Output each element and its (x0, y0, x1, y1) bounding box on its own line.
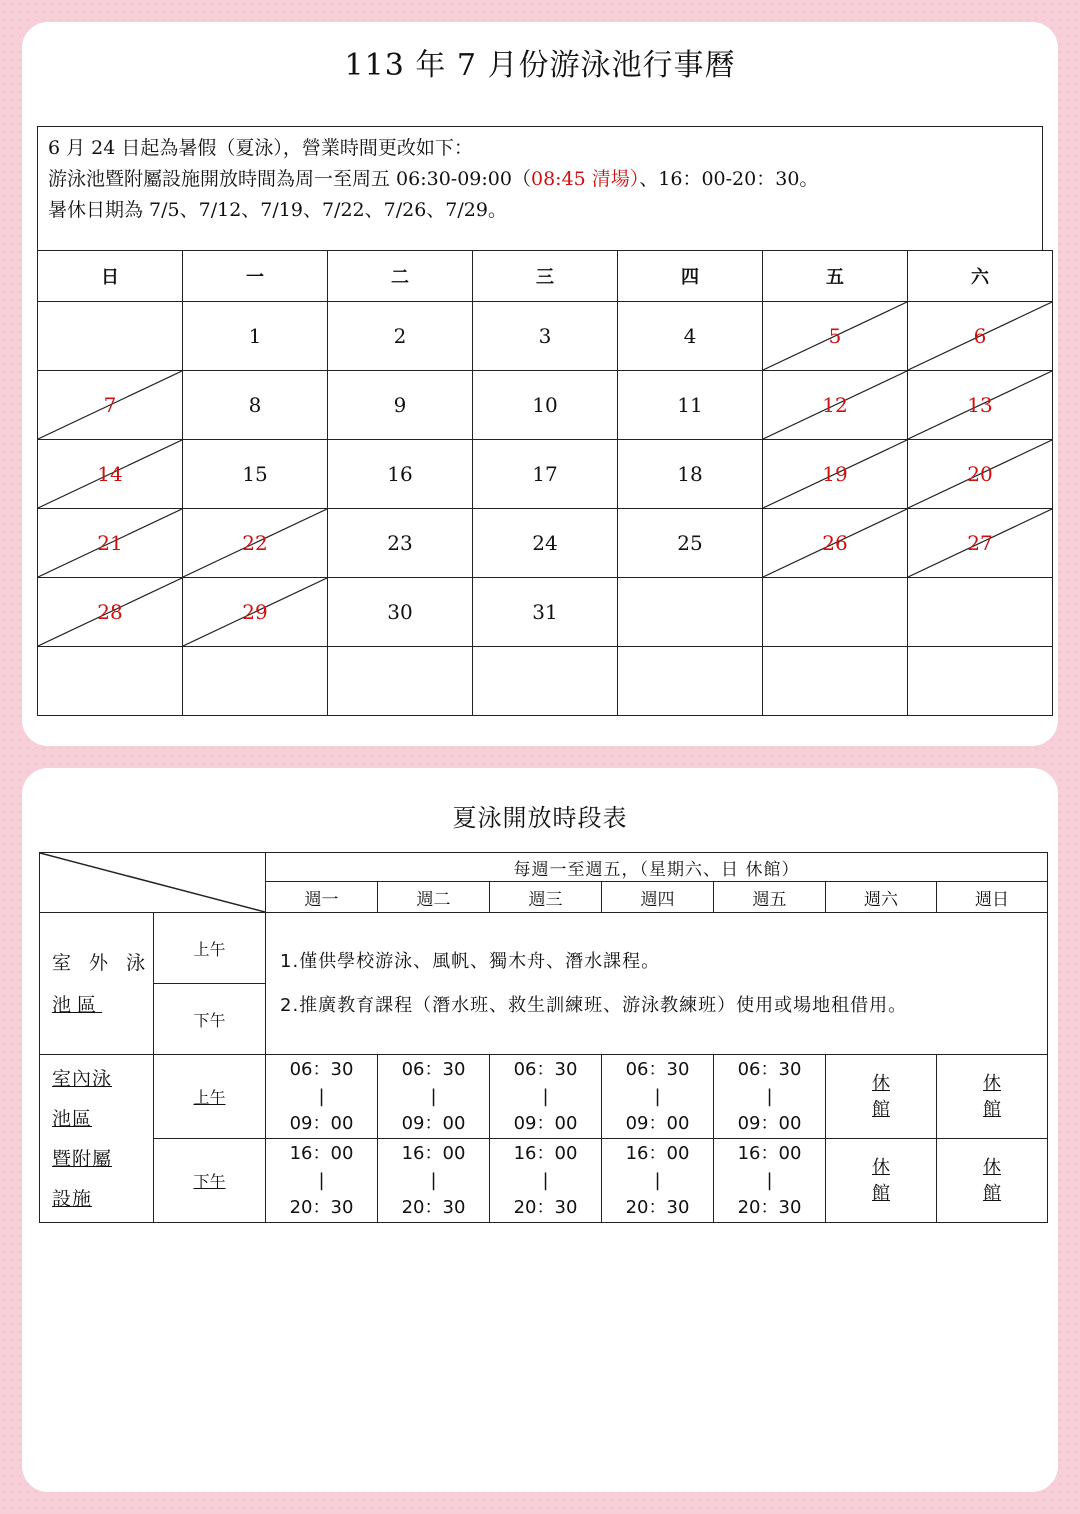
calendar-day-cell-mon (183, 509, 328, 578)
day-number: 4 (683, 324, 697, 348)
calendar-day-cell-fri (763, 302, 908, 371)
calendar-day-cell-thu (618, 302, 763, 371)
outdoor-notes (266, 913, 1048, 1055)
calendar-day-cell-thu (618, 578, 763, 647)
calendar-day-cell-sun (38, 578, 183, 647)
weekday-sun: 日 (38, 251, 183, 302)
indoor-pm-hours-tue: 16：00 | 20：30 (378, 1139, 490, 1223)
outdoor-am-label: 上午 (154, 913, 266, 984)
day-number: 30 (387, 600, 413, 624)
calendar-day-cell-fri (763, 440, 908, 509)
day-number: 12 (822, 393, 848, 417)
calendar-day-cell-tue (328, 578, 473, 647)
calendar-day-cell-thu (618, 371, 763, 440)
weekday-thu: 四 (618, 251, 763, 302)
outdoor-note-2: 2.推廣教育課程（潛水班、救生訓練班、游泳教練班）使用或場地租借用。 (280, 994, 908, 1016)
schedule-page (22, 768, 1058, 1492)
calendar-day-cell-tue (328, 509, 473, 578)
indoor-area-label: 室內泳 池區 暨附屬 設施 (40, 1055, 154, 1223)
hours-notice (37, 126, 1043, 250)
day-number: 3 (538, 324, 552, 348)
calendar-week-row (38, 509, 1053, 578)
outdoor-pm-label: 下午 (154, 984, 266, 1055)
indoor-pm-hours-thu: 16：00 | 20：30 (602, 1139, 714, 1223)
calendar-day-cell-fri (763, 647, 908, 716)
notice-line-1: 6 月 24 日起為暑假（夏泳），營業時間更改如下： (48, 137, 473, 159)
calendar-day-cell-sun (38, 302, 183, 371)
calendar-day-cell-sat (908, 647, 1053, 716)
corner-diagonal (40, 853, 265, 912)
day-fri: 週五 (714, 882, 826, 913)
calendar-day-cell-tue (328, 440, 473, 509)
indoor-am-hours-fri: 06：30 | 09：00 (714, 1055, 826, 1139)
calendar-week-row (38, 578, 1053, 647)
calendar-day-cell-sun (38, 371, 183, 440)
day-sat: 週六 (826, 882, 937, 913)
weekday-sat: 六 (908, 251, 1053, 302)
calendar-day-cell-wed (473, 302, 618, 371)
day-number: 9 (393, 393, 407, 417)
day-number: 28 (97, 600, 123, 624)
notice-line-2: 游泳池暨附屬設施開放時間為周一至周五 06:30-09:00（08:45 清場）、16：00-20：30。 (48, 168, 819, 190)
calendar-day-cell-mon (183, 647, 328, 716)
calendar-day-cell-tue (328, 302, 473, 371)
indoor-am-label: 上午 (154, 1055, 266, 1139)
calendar-week-row (38, 440, 1053, 509)
day-number: 22 (242, 531, 268, 555)
indoor-pm-label: 下午 (154, 1139, 266, 1223)
calendar-week-row (38, 302, 1053, 371)
calendar-day-cell-wed (473, 509, 618, 578)
calendar-day-cell-wed (473, 440, 618, 509)
weekday-mon: 一 (183, 251, 328, 302)
calendar-day-cell-sat (908, 440, 1053, 509)
day-number: 1 (248, 324, 262, 348)
day-number: 15 (242, 462, 268, 486)
schedule-table (39, 852, 1048, 1223)
weekday-fri: 五 (763, 251, 908, 302)
outdoor-area-label: 室 外 泳 池區 (40, 913, 154, 1055)
indoor-pm-hours-wed: 16：00 | 20：30 (490, 1139, 602, 1223)
calendar-day-cell-wed (473, 578, 618, 647)
calendar-day-cell-sun (38, 647, 183, 716)
day-number: 5 (828, 324, 842, 348)
day-number: 7 (103, 393, 117, 417)
day-sun: 週日 (937, 882, 1048, 913)
calendar-day-cell-mon (183, 302, 328, 371)
day-number: 31 (532, 600, 558, 624)
calendar-day-cell-sun (38, 440, 183, 509)
day-number: 6 (973, 324, 987, 348)
schedule-header: 每週一至週五，（星期六、日 休館） (266, 853, 1048, 882)
calendar-day-cell-fri (763, 371, 908, 440)
indoor-am-closed-sun: 休 館 (937, 1055, 1048, 1139)
calendar-day-cell-sun (38, 509, 183, 578)
calendar-day-cell-mon (183, 371, 328, 440)
day-number: 26 (822, 531, 848, 555)
indoor-pm-hours-mon: 16：00 | 20：30 (266, 1139, 378, 1223)
calendar-day-cell-fri (763, 578, 908, 647)
calendar-day-cell-wed (473, 647, 618, 716)
calendar-day-cell-thu (618, 509, 763, 578)
calendar-page (22, 22, 1058, 746)
day-number: 11 (677, 393, 703, 417)
indoor-am-hours-mon: 06：30 | 09：00 (266, 1055, 378, 1139)
calendar-title: 113 年 7 月份游泳池行事曆 (344, 48, 736, 83)
indoor-pm-closed-sun: 休 館 (937, 1139, 1048, 1223)
indoor-pm-hours-fri: 16：00 | 20：30 (714, 1139, 826, 1223)
day-number: 25 (677, 531, 703, 555)
calendar-weeks (38, 302, 1053, 716)
day-mon: 週一 (266, 882, 378, 913)
schedule-title: 夏泳開放時段表 (452, 804, 628, 832)
calendar-day-cell-mon (183, 578, 328, 647)
day-number: 18 (677, 462, 703, 486)
day-number: 19 (822, 462, 848, 486)
indoor-am-closed-sat: 休 館 (826, 1055, 937, 1139)
notice-line-3: 暑休日期為 7/5、7/12、7/19、7/22、7/26、7/29。 (48, 199, 507, 221)
weekday-tue: 二 (328, 251, 473, 302)
day-number: 2 (393, 324, 407, 348)
day-number: 20 (967, 462, 993, 486)
day-number: 16 (387, 462, 413, 486)
calendar-day-cell-sat (908, 371, 1053, 440)
outdoor-note-1: 1.僅供學校游泳、風帆、獨木舟、潛水課程。 (280, 950, 661, 972)
day-number: 13 (967, 393, 993, 417)
day-number: 8 (248, 393, 262, 417)
calendar-day-cell-tue (328, 647, 473, 716)
day-number: 14 (97, 462, 123, 486)
calendar-day-cell-fri (763, 509, 908, 578)
indoor-am-hours-thu: 06：30 | 09：00 (602, 1055, 714, 1139)
header-corner-cell (40, 853, 266, 913)
day-wed: 週三 (490, 882, 602, 913)
calendar-week-row (38, 371, 1053, 440)
calendar-day-cell-wed (473, 371, 618, 440)
day-thu: 週四 (602, 882, 714, 913)
calendar-day-cell-thu (618, 647, 763, 716)
day-number: 27 (967, 531, 993, 555)
day-number: 23 (387, 531, 413, 555)
day-number: 24 (532, 531, 558, 555)
calendar-week-row (38, 647, 1053, 716)
weekday-wed: 三 (473, 251, 618, 302)
day-number: 10 (532, 393, 558, 417)
day-number: 29 (242, 600, 268, 624)
indoor-am-hours-wed: 06：30 | 09：00 (490, 1055, 602, 1139)
clear-time: 08:45 清場） (530, 168, 640, 190)
calendar-day-cell-mon (183, 440, 328, 509)
weekday-header-row (38, 251, 1053, 302)
indoor-am-hours-tue: 06：30 | 09：00 (378, 1055, 490, 1139)
calendar-day-cell-tue (328, 371, 473, 440)
day-tue: 週二 (378, 882, 490, 913)
calendar-day-cell-sat (908, 509, 1053, 578)
calendar-day-cell-thu (618, 440, 763, 509)
calendar-day-cell-sat (908, 578, 1053, 647)
day-number: 21 (97, 531, 123, 555)
indoor-pm-closed-sat: 休 館 (826, 1139, 937, 1223)
calendar-grid (37, 250, 1053, 716)
calendar-day-cell-sat (908, 302, 1053, 371)
day-number: 17 (532, 462, 558, 486)
